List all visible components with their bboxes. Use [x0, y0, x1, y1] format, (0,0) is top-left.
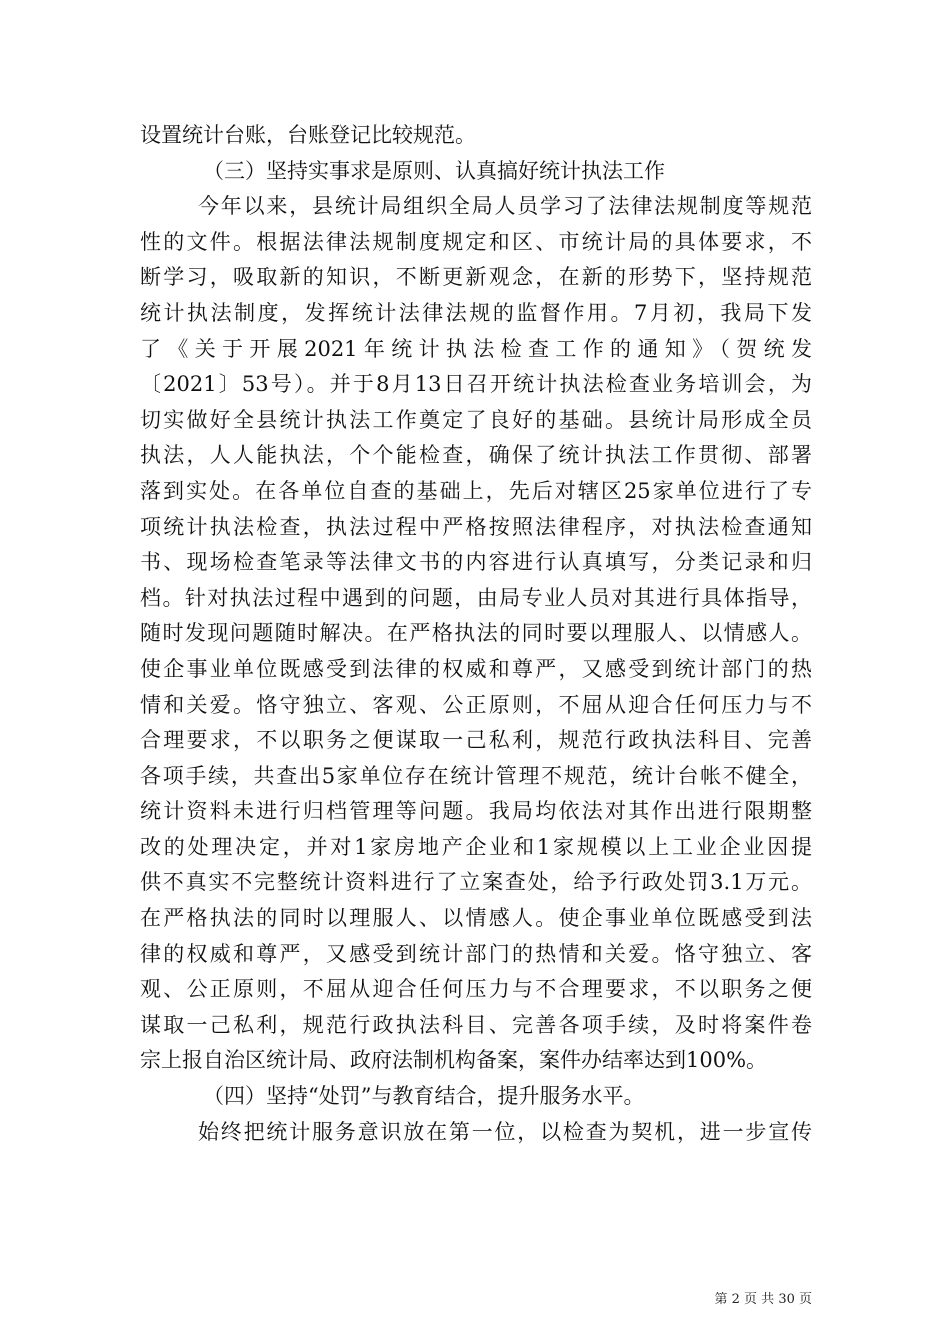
paragraph-line: 了《关于开展2021年统计执法检查工作的通知》（贺统发	[140, 336, 812, 361]
paragraph-line: 各项手续，共查出5家单位存在统计管理不规范，统计台帐不健全，	[140, 763, 812, 788]
section-heading: （四）坚持“处罚”与教育结合，提升服务水平。	[203, 1084, 645, 1109]
paragraph-line: 在严格执法的同时以理服人、以情感人。使企事业单位既感受到法	[140, 906, 812, 931]
paragraph-line: 使企事业单位既感受到法律的权威和尊严，又感受到统计部门的热	[140, 656, 812, 681]
paragraph-line: 〔2021〕53号）。并于8月13日召开统计执法检查业务培训会，为	[140, 372, 812, 397]
paragraph-line: 合理要求，不以职务之便谋取一己私利，规范行政执法科目、完善	[140, 728, 812, 753]
paragraph-line: 书、现场检查笔录等法律文书的内容进行认真填写，分类记录和归	[140, 550, 812, 575]
document-body	[140, 118, 812, 1150]
paragraph-line: 情和关爱。恪守独立、客观、公正原则，不屈从迎合任何压力与不	[140, 692, 812, 717]
section-heading: （三）坚持实事求是原则、认真搞好统计执法工作	[203, 158, 665, 183]
paragraph-line: 律的权威和尊严，又感受到统计部门的热情和关爱。恪守独立、客	[140, 941, 812, 966]
paragraph-line: 执法，人人能执法，个个能检查，确保了统计执法工作贯彻、部署	[140, 443, 812, 468]
paragraph-line: 落到实处。在各单位自查的基础上，先后对辖区25家单位进行了专	[140, 478, 812, 503]
paragraph-line: 随时发现问题随时解决。在严格执法的同时要以理服人、以情感人。	[140, 621, 812, 646]
paragraph-line: 今年以来，县统计局组织全局人员学习了法律法规制度等规范	[198, 194, 812, 219]
paragraph-line: 切实做好全县统计执法工作奠定了良好的基础。县统计局形成全员	[140, 407, 812, 432]
paragraph-line: 项统计执法检查，执法过程中严格按照法律程序，对执法检查通知	[140, 514, 812, 539]
paragraph-line: 观、公正原则，不屈从迎合任何压力与不合理要求，不以职务之便	[140, 977, 812, 1002]
paragraph-line: 性的文件。根据法律法规制度规定和区、市统计局的具体要求，不	[140, 229, 812, 254]
paragraph-line: 供不真实不完整统计资料进行了立案查处，给予行政处罚3.1万元。	[140, 870, 812, 895]
paragraph-line: 设置统计台账，台账登记比较规范。	[140, 123, 476, 147]
paragraph-line: 改的处理决定，并对1家房地产企业和1家规模以上工业企业因提	[140, 834, 812, 859]
paragraph-line: 统计资料未进行归档管理等问题。我局均依法对其作出进行限期整	[140, 799, 812, 824]
paragraph-line: 宗上报自治区统计局、政府法制机构备案，案件办结率达到100%。	[140, 1048, 768, 1073]
page-number-footer: 第 2 页 共 30 页	[714, 1292, 812, 1307]
paragraph-line: 断学习，吸取新的知识，不断更新观念，在新的形势下，坚持规范	[140, 265, 812, 290]
paragraph-line: 始终把统计服务意识放在第一位，以检查为契机，进一步宣传	[198, 1119, 812, 1144]
paragraph-line: 档。针对执法过程中遇到的问题，由局专业人员对其进行具体指导，	[140, 585, 812, 610]
paragraph-line: 谋取一己私利，规范行政执法科目、完善各项手续，及时将案件卷	[140, 1012, 812, 1037]
paragraph-line: 统计执法制度，发挥统计法律法规的监督作用。7月初，我局下发	[140, 300, 812, 325]
